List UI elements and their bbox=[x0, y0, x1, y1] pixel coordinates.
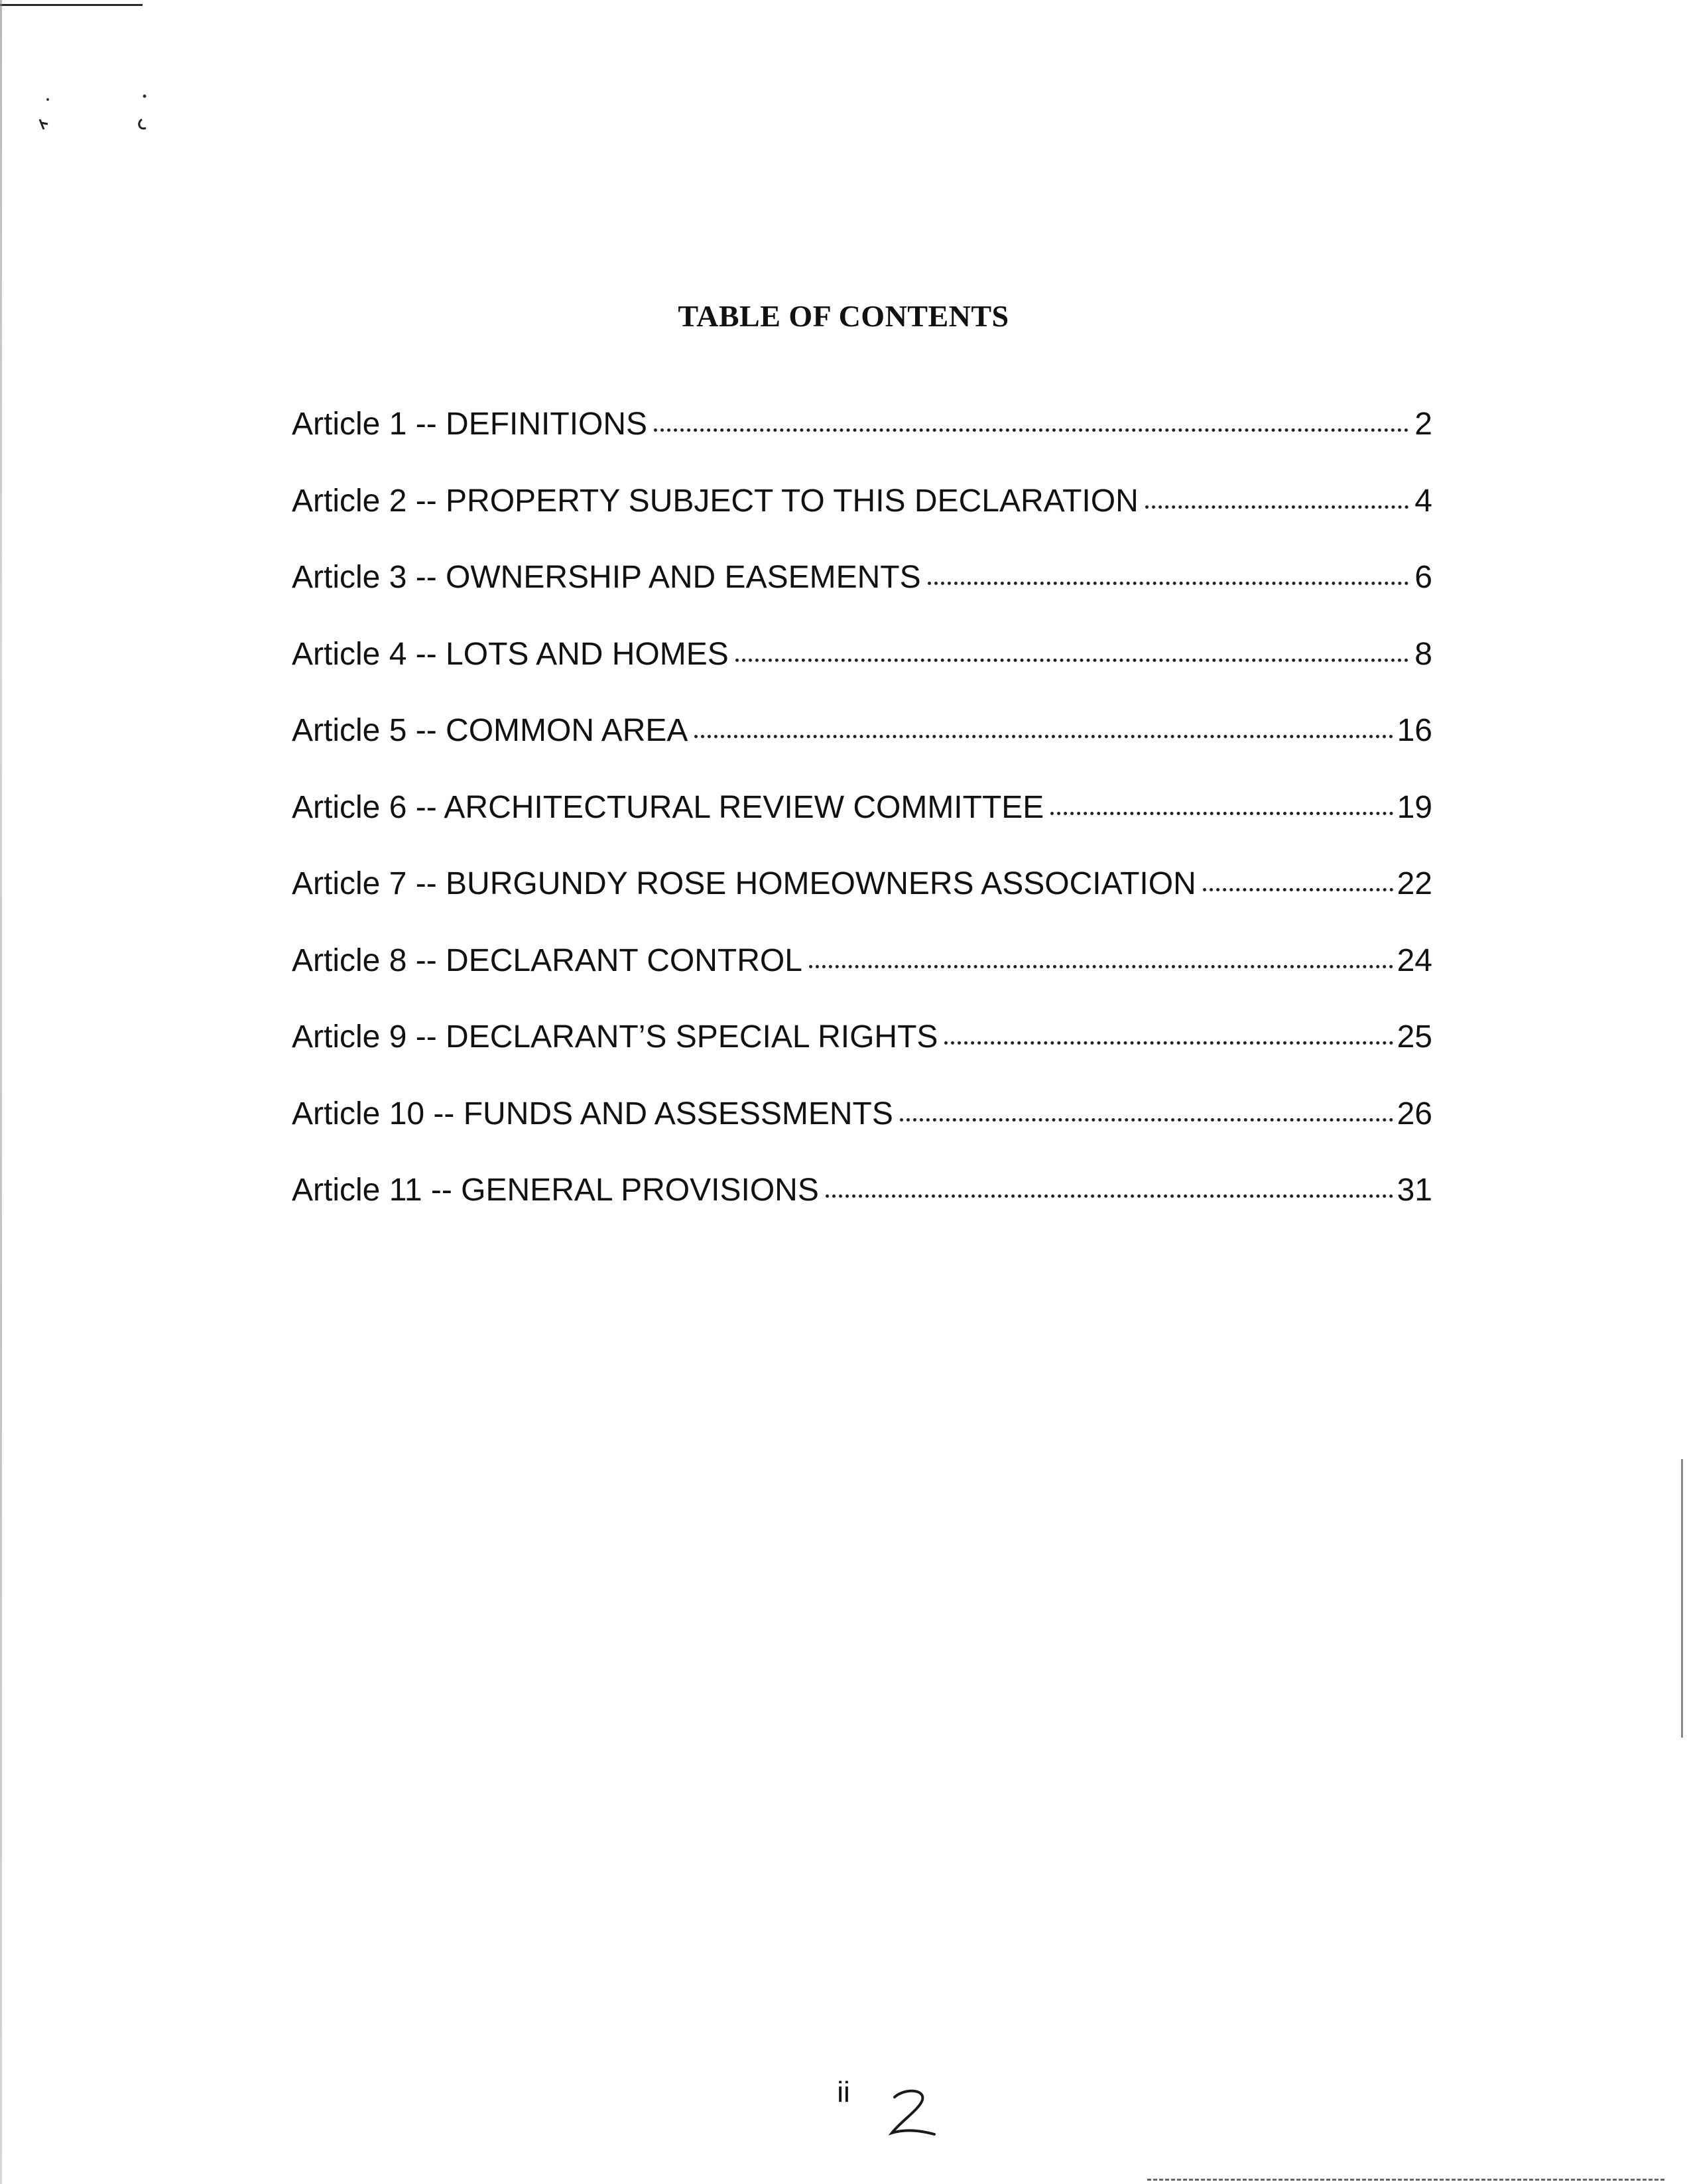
scan-artifact-top-line bbox=[0, 4, 143, 6]
toc-entry-label: Article 1 -- DEFINITIONS bbox=[292, 407, 648, 442]
toc-dot-leader bbox=[928, 582, 1408, 585]
toc-entry-page: 31 bbox=[1397, 1173, 1432, 1208]
toc-entry-page: 2 bbox=[1414, 407, 1432, 442]
toc-dot-leader bbox=[900, 1118, 1393, 1122]
scan-artifact-right-edge bbox=[1681, 1459, 1683, 1738]
toc-entry-label: Article 4 -- LOTS AND HOMES bbox=[292, 636, 729, 672]
toc-dot-leader bbox=[735, 659, 1408, 662]
toc-entry-label: Article 10 -- FUNDS AND ASSESSMENTS bbox=[292, 1096, 893, 1131]
scan-artifact-marks bbox=[33, 90, 166, 149]
toc-entry-page: 8 bbox=[1414, 636, 1432, 672]
toc-entry bbox=[292, 712, 1432, 789]
toc-title: TABLE OF CONTENTS bbox=[678, 299, 1009, 333]
page-number: ii bbox=[837, 2076, 850, 2108]
toc-dot-leader bbox=[809, 965, 1393, 968]
toc-entry-page: 16 bbox=[1397, 713, 1432, 748]
toc-dot-leader bbox=[694, 735, 1393, 738]
toc-dot-leader bbox=[654, 428, 1408, 432]
toc-dot-leader bbox=[1050, 812, 1393, 815]
toc-dot-leader bbox=[1203, 888, 1393, 891]
toc-entry-label: Article 9 -- DECLARANT’S SPECIAL RIGHTS bbox=[292, 1019, 938, 1055]
toc-entry bbox=[292, 1096, 1432, 1173]
toc-entry-page: 4 bbox=[1414, 483, 1432, 519]
toc-entry-label: Article 7 -- BURGUNDY ROSE HOMEOWNERS ASSOCIATION bbox=[292, 866, 1196, 901]
toc-entry bbox=[292, 866, 1432, 942]
toc-entry bbox=[292, 636, 1432, 713]
toc-entry bbox=[292, 559, 1432, 636]
toc-dot-leader bbox=[826, 1194, 1393, 1198]
toc-entry-page: 24 bbox=[1397, 942, 1432, 978]
toc-entry-label: Article 5 -- COMMON AREA bbox=[292, 713, 688, 748]
toc-entry bbox=[292, 483, 1432, 560]
toc-entry bbox=[292, 1172, 1432, 1249]
toc-entry bbox=[292, 789, 1432, 866]
handwritten-mark bbox=[885, 2083, 938, 2142]
toc-entry-page: 25 bbox=[1397, 1019, 1432, 1055]
toc-entry-page: 22 bbox=[1397, 866, 1432, 901]
toc-entry-label: Article 6 -- ARCHITECTURAL REVIEW COMMITTEE bbox=[292, 789, 1044, 825]
toc-dot-leader bbox=[1145, 505, 1408, 509]
scan-artifact-bottom-dashes bbox=[1147, 2179, 1664, 2183]
toc-dot-leader bbox=[944, 1041, 1393, 1045]
toc-entry-label: Article 11 -- GENERAL PROVISIONS bbox=[292, 1173, 819, 1208]
toc-entry-page: 26 bbox=[1397, 1096, 1432, 1131]
toc-entry-page: 6 bbox=[1414, 560, 1432, 595]
toc-entry-label: Article 8 -- DECLARANT CONTROL bbox=[292, 942, 802, 978]
toc-entry-label: Article 2 -- PROPERTY SUBJECT TO THIS DECLARATION bbox=[292, 483, 1139, 519]
toc-entry bbox=[292, 942, 1432, 1019]
toc-entry bbox=[292, 406, 1432, 483]
toc-entry-label: Article 3 -- OWNERSHIP AND EASEMENTS bbox=[292, 560, 921, 595]
toc-entry-page: 19 bbox=[1397, 789, 1432, 825]
toc-entry bbox=[292, 1019, 1432, 1096]
toc-list bbox=[292, 406, 1432, 1249]
